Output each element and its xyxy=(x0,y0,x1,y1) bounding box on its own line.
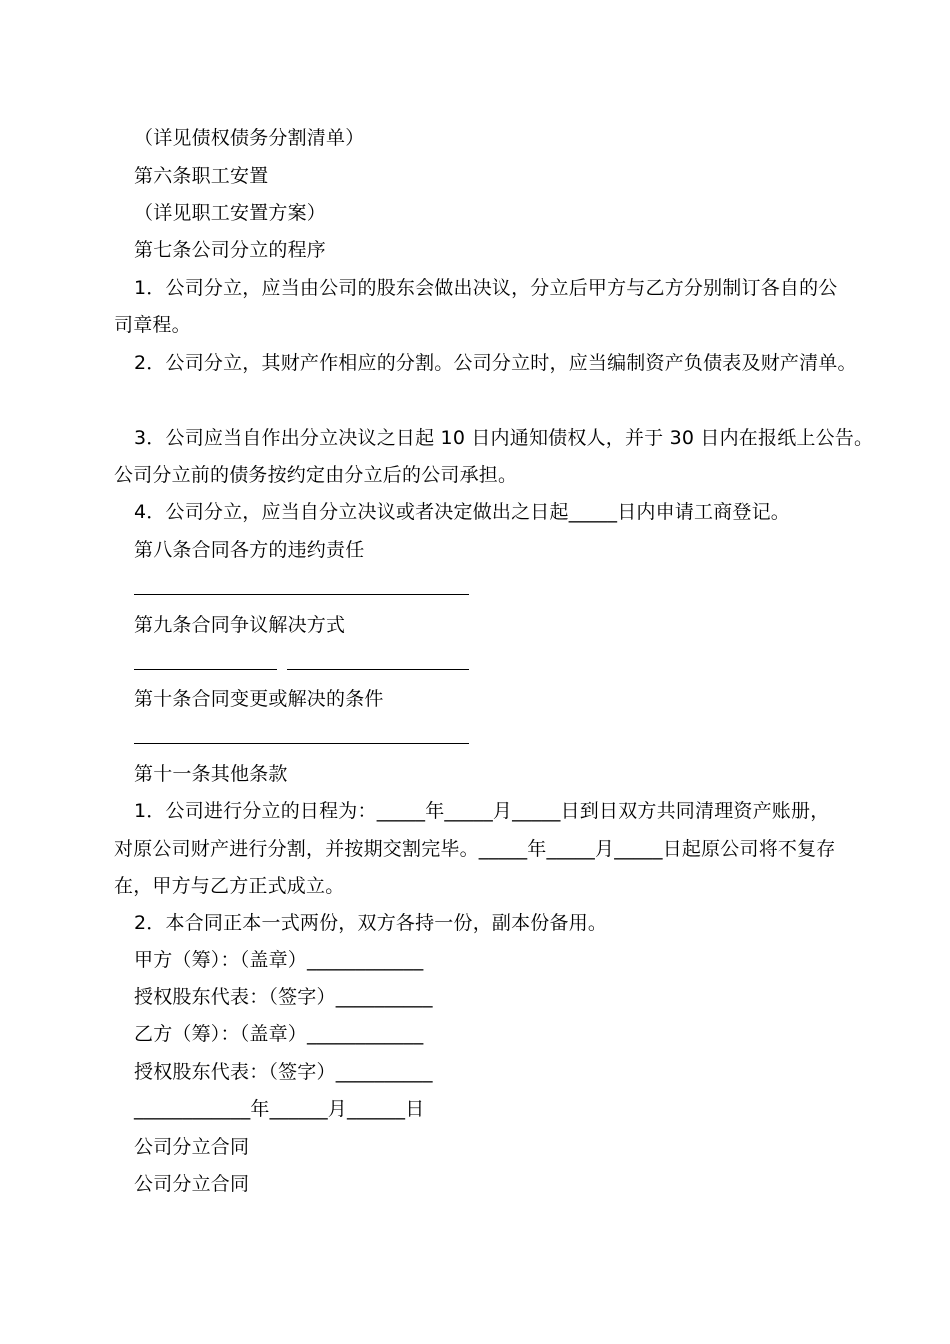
party-a-signature: 授权股东代表：（签字）__________ xyxy=(134,986,433,1008)
note-debt-list: （详见债权债务分割清单） xyxy=(134,127,365,149)
article-7-heading: 第七条公司分立的程序 xyxy=(134,239,327,261)
article-11-item-1-cont-b: 在，甲方与乙方正式成立。 xyxy=(114,875,345,897)
article-7-item-3: 3．公司应当自作出分立决议之日起 10 日内通知债权人，并于 30 日内在报纸上公告。 xyxy=(134,427,874,449)
footer-title-2: 公司分立合同 xyxy=(134,1173,250,1195)
article-11-item-2: 2．本合同正本一式两份，双方各持一份，副本份备用。 xyxy=(134,912,608,934)
signing-date: ____________年______月______日 xyxy=(134,1098,425,1120)
article-9-blank-line-2 xyxy=(287,669,469,670)
party-b-signature: 授权股东代表：（签字）__________ xyxy=(134,1061,433,1083)
article-11-item-1-cont-a: 对原公司财产进行分割，并按期交割完毕。_____年_____月_____日起原公司将不复存 xyxy=(114,838,836,860)
footer-title-1: 公司分立合同 xyxy=(134,1136,250,1158)
article-10-blank-line xyxy=(134,743,469,744)
article-9-blank-line-1 xyxy=(134,669,277,670)
note-staff-plan: （详见职工安置方案） xyxy=(134,202,327,224)
article-7-item-1-cont: 司章程。 xyxy=(114,314,191,336)
article-11-item-1: 1．公司进行分立的日程为：_____年_____月_____日到日双方共同清理资产账册， xyxy=(134,800,830,822)
article-10-heading: 第十条合同变更或解决的条件 xyxy=(134,688,384,710)
article-8-blank-line xyxy=(134,594,469,595)
article-11-heading: 第十一条其他条款 xyxy=(134,763,288,785)
party-a-seal: 甲方（筹）：（盖章）____________ xyxy=(134,949,424,971)
article-7-item-4: 4．公司分立，应当自分立决议或者决定做出之日起_____日内申请工商登记。 xyxy=(134,501,790,523)
article-7-item-1: 1．公司分立，应当由公司的股东会做出决议，分立后甲方与乙方分别制订各自的公 xyxy=(134,277,838,299)
party-b-seal: 乙方（筹）：（盖章）____________ xyxy=(134,1023,424,1045)
article-9-heading: 第九条合同争议解决方式 xyxy=(134,614,346,636)
article-6-heading: 第六条职工安置 xyxy=(134,165,269,187)
article-8-heading: 第八条合同各方的违约责任 xyxy=(134,539,365,561)
article-7-item-3-cont: 公司分立前的债务按约定由分立后的公司承担。 xyxy=(114,464,518,486)
article-7-item-2: 2．公司分立，其财产作相应的分割。公司分立时，应当编制资产负债表及财产清单。 xyxy=(134,352,857,374)
